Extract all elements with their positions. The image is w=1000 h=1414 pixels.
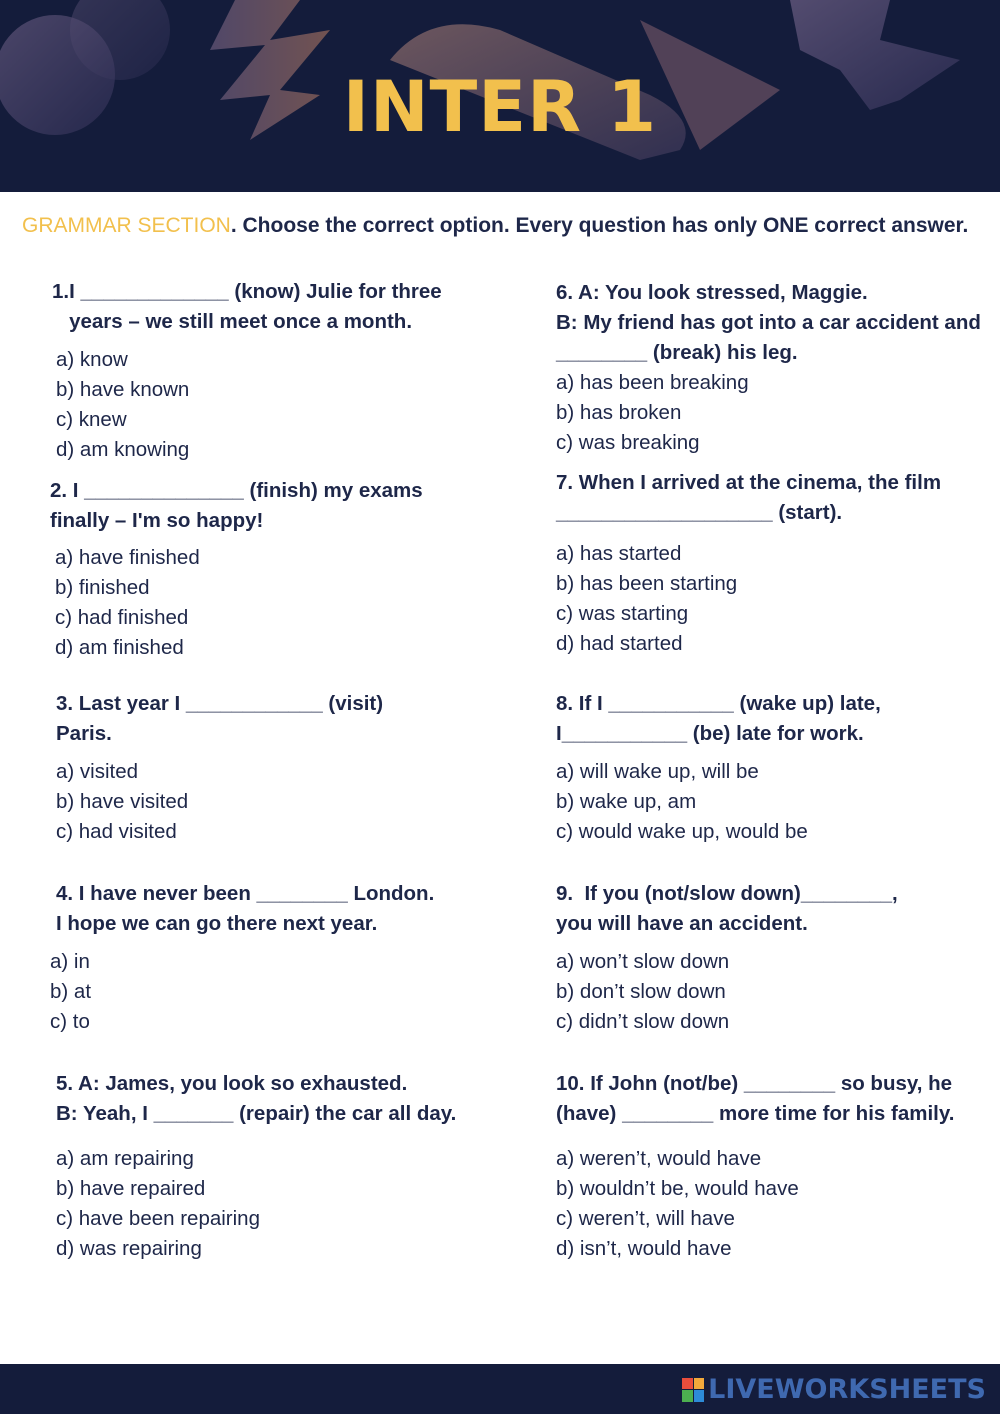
answer-option[interactable]: b) don’t slow down <box>556 980 726 1003</box>
question-10 <box>556 1069 954 1264</box>
answer-option[interactable]: d) am finished <box>55 636 184 659</box>
question-stem: B: My friend has got into a car accident and <box>556 311 981 334</box>
question-stem: I hope we can go there next year. <box>56 912 378 935</box>
answer-option[interactable]: a) am repairing <box>56 1147 194 1170</box>
question-stem: finally – I'm so happy! <box>50 509 264 532</box>
answer-option[interactable]: a) have finished <box>55 546 200 569</box>
question-stem: ________ (break) his leg. <box>556 341 798 364</box>
question-stem: Paris. <box>56 722 112 745</box>
answer-option[interactable]: a) visited <box>56 760 139 783</box>
answer-option[interactable]: b) have known <box>56 378 190 401</box>
logo-square <box>682 1390 693 1402</box>
question-stem: 1.I _____________ (know) Julie for three <box>52 280 442 303</box>
logo-square <box>682 1378 693 1390</box>
answer-option[interactable]: b) finished <box>55 576 150 599</box>
question-9 <box>556 879 898 1037</box>
question-stem: 9. If you (not/slow down)________, <box>556 882 898 905</box>
answer-option[interactable]: a) has started <box>556 542 682 565</box>
answer-option[interactable]: b) have visited <box>56 790 189 813</box>
answer-option[interactable]: b) at <box>50 980 92 1003</box>
worksheet-title: INTER 1 <box>342 66 658 148</box>
question-stem: 3. Last year I ____________ (visit) <box>56 692 384 715</box>
question-7 <box>556 468 941 659</box>
question-8 <box>556 689 881 847</box>
answer-option[interactable]: d) was repairing <box>56 1237 202 1260</box>
question-stem: you will have an accident. <box>556 912 808 935</box>
question-stem: years – we still meet once a month. <box>52 310 413 333</box>
question-stem: ___________________ (start). <box>556 501 843 524</box>
answer-option[interactable]: c) had finished <box>55 606 189 629</box>
answer-option[interactable]: a) has been breaking <box>556 371 749 394</box>
answer-option[interactable]: c) was starting <box>556 602 689 625</box>
answer-option[interactable]: d) am knowing <box>56 438 190 461</box>
question-stem: 8. If I ___________ (wake up) late, <box>556 692 881 715</box>
footer-bar <box>0 1364 1000 1414</box>
answer-option[interactable]: b) wake up, am <box>556 790 697 813</box>
instructions <box>22 214 992 238</box>
question-stem: (have) ________ more time for his family. <box>556 1102 955 1125</box>
answer-option[interactable]: a) weren’t, would have <box>556 1147 762 1170</box>
answer-option[interactable]: c) had visited <box>56 820 177 843</box>
question-stem: 10. If John (not/be) ________ so busy, he <box>556 1072 953 1095</box>
answer-option[interactable]: a) won’t slow down <box>556 950 730 973</box>
answer-option[interactable]: c) would wake up, would be <box>556 820 808 843</box>
answer-option[interactable]: b) has been starting <box>556 572 738 595</box>
brand-name: LIVEWORKSHEETS <box>708 1374 986 1405</box>
question-5 <box>56 1069 456 1264</box>
answer-option[interactable]: b) have repaired <box>56 1177 206 1200</box>
question-6 <box>556 278 981 458</box>
question-3 <box>56 689 383 847</box>
answer-option[interactable]: c) weren’t, will have <box>556 1207 735 1230</box>
question-2 <box>50 476 423 663</box>
answer-option[interactable]: b) has broken <box>556 401 682 424</box>
brand[interactable] <box>682 1374 986 1405</box>
answer-option[interactable]: b) wouldn’t be, would have <box>556 1177 799 1200</box>
answer-option[interactable]: d) isn’t, would have <box>556 1237 732 1260</box>
section-label: GRAMMAR SECTION <box>22 214 231 237</box>
instructions-text: . Choose the correct option. Every question has only ONE correct answer. <box>230 214 969 237</box>
question-4 <box>50 879 435 1037</box>
question-stem: 7. When I arrived at the cinema, the film <box>556 471 942 494</box>
question-1 <box>52 277 442 465</box>
liveworksheets-logo-icon <box>682 1378 704 1402</box>
answer-option[interactable]: c) was breaking <box>556 431 700 454</box>
answer-option[interactable]: d) had started <box>556 632 683 655</box>
answer-option[interactable]: a) will wake up, will be <box>556 760 759 783</box>
answer-option[interactable]: c) to <box>50 1010 90 1033</box>
header-banner <box>0 0 1000 192</box>
question-stem: I___________ (be) late for work. <box>556 722 864 745</box>
question-stem: 4. I have never been ________ London. <box>56 882 435 905</box>
answer-option[interactable]: c) didn’t slow down <box>556 1010 730 1033</box>
question-stem: 2. I ______________ (finish) my exams <box>50 479 423 502</box>
question-stem: B: Yeah, I _______ (repair) the car all day. <box>56 1102 457 1125</box>
logo-square <box>694 1390 705 1402</box>
answer-option[interactable]: c) have been repairing <box>56 1207 260 1230</box>
question-stem: 5. A: James, you look so exhausted. <box>56 1072 408 1095</box>
answer-option[interactable]: a) know <box>56 348 128 371</box>
question-stem: 6. A: You look stressed, Maggie. <box>556 281 868 304</box>
answer-option[interactable]: c) knew <box>56 408 127 431</box>
logo-square <box>694 1378 705 1390</box>
answer-option[interactable]: a) in <box>50 950 90 973</box>
